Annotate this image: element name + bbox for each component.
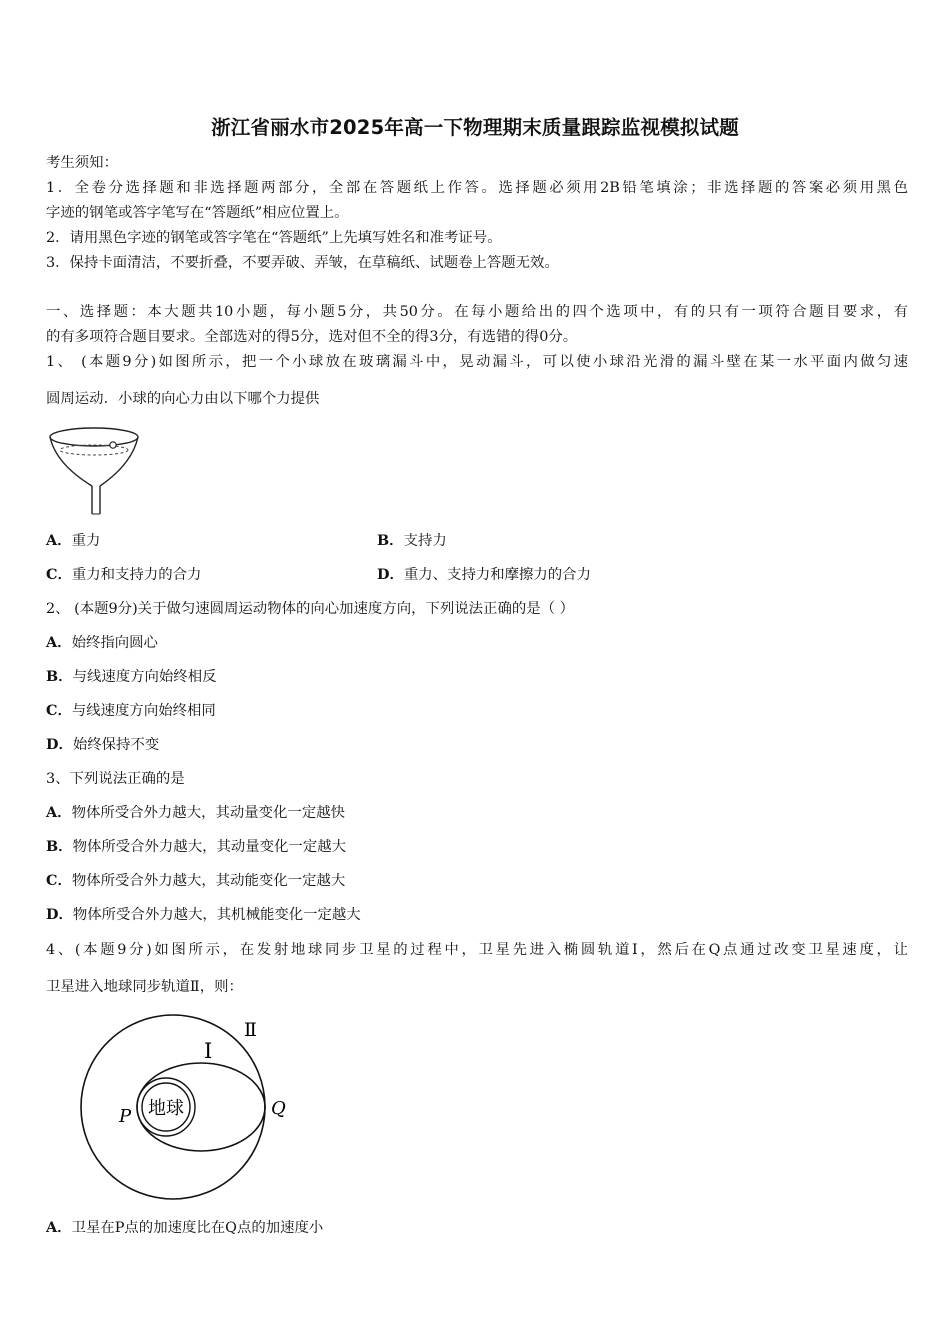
q1-option-d xyxy=(377,565,591,585)
q1-stem-line-1: 1、 (本题9分)如图所示，把一个小球放在玻璃漏斗中，晃动漏斗，可以使小球沿光滑的漏斗壁在某一水平面内做匀速 xyxy=(46,354,908,370)
q1-option-c-text: 重力和支持力的合力 xyxy=(71,567,202,583)
q2-option-a-text: 始终指向圆心 xyxy=(71,635,158,651)
earth-label: 地球 xyxy=(148,1098,184,1119)
q3-option-b-text: 物体所受合外力越大，其动量变化一定越大 xyxy=(72,839,346,855)
page-title: 浙江省丽水市2025年高一下物理期末质量跟踪监视模拟试题 xyxy=(211,116,739,139)
orbit-figure xyxy=(80,1012,300,1206)
ball xyxy=(110,442,116,448)
q2-option-a xyxy=(46,633,908,653)
notice-heading: 考生须知： xyxy=(46,155,118,171)
q2-option-c xyxy=(46,701,908,721)
notice-line-1: 1．全卷分选择题和非选择题两部分，全部在答题纸上作答。选择题必须用2B铅笔填涂；非选择题的答案必须用黑色 xyxy=(46,180,908,196)
q1-stem-line-2: 圆周运动．小球的向心力由以下哪个力提供 xyxy=(46,391,320,407)
q3-option-d xyxy=(46,905,908,925)
q2-option-a-label: A． xyxy=(46,634,72,651)
q3-option-d-text: 物体所受合外力越大，其机械能变化一定越大 xyxy=(72,907,361,923)
q3-option-b-label: B． xyxy=(46,838,73,855)
q3-option-c-text: 物体所受合外力越大，其动能变化一定越大 xyxy=(71,873,346,889)
q1-option-b-text: 支持力 xyxy=(403,533,447,549)
q4-option-a xyxy=(46,1218,908,1238)
q2-option-d-text: 始终保持不变 xyxy=(72,737,160,753)
q2-stem: 2、 (本题9分)关于做匀速圆周运动物体的向心加速度方向，下列说法正确的是（ ） xyxy=(46,601,574,617)
orbit-i-label: Ⅰ xyxy=(204,1039,213,1063)
section-line-1: 一、选择题：本大题共10小题，每小题5分，共50分。在每小题给出的四个选项中，有的只有一项符合题目要求，有 xyxy=(46,304,908,320)
q4-stem-line-2: 卫星进入地球同步轨道Ⅱ，则： xyxy=(46,979,243,995)
q2-option-d-label: D． xyxy=(46,736,73,753)
q4-option-a-label: A． xyxy=(46,1219,72,1236)
q2-option-b-label: B． xyxy=(46,668,73,685)
q3-option-b xyxy=(46,837,908,857)
section-line-2: 的有多项符合题目要求。全部选对的得5分，选对但不全的得3分，有选错的得0分。 xyxy=(46,329,578,345)
q1-option-d-text: 重力、支持力和摩擦力的合力 xyxy=(403,567,591,583)
funnel-stem xyxy=(92,486,100,514)
orbit-ii-label: Ⅱ xyxy=(244,1019,257,1041)
notice-line-2: 字迹的钢笔或答字笔写在“答题纸”相应位置上。 xyxy=(46,205,349,221)
notice-line-3: 2．请用黑色字迹的钢笔或答字笔在“答题纸”上先填写姓名和准考证号。 xyxy=(46,230,502,246)
funnel-wall xyxy=(50,437,138,486)
funnel-figure xyxy=(46,420,146,520)
q1-option-a-text: 重力 xyxy=(71,533,101,549)
point-p-label: P xyxy=(119,1106,132,1127)
q2-option-c-label: C． xyxy=(46,702,72,719)
q2-option-b xyxy=(46,667,908,687)
q2-option-b-text: 与线速度方向始终相反 xyxy=(72,669,217,685)
q1-option-a xyxy=(46,531,908,551)
q1-option-c-label: C． xyxy=(46,566,72,583)
q4-option-a-text: 卫星在P点的加速度比在Q点的加速度小 xyxy=(71,1220,324,1236)
q1-option-b-label: B． xyxy=(377,532,404,549)
q3-option-c xyxy=(46,871,908,891)
funnel-rim xyxy=(50,428,138,446)
q3-option-c-label: C． xyxy=(46,872,72,889)
q1-option-d-label: D． xyxy=(377,566,404,583)
notice-line-4: 3．保持卡面清洁，不要折叠，不要弄破、弄皱，在草稿纸、试题卷上答题无效。 xyxy=(46,255,559,271)
q2-option-d xyxy=(46,735,908,755)
point-q-label: Q xyxy=(271,1098,286,1119)
q1-option-b xyxy=(377,531,447,551)
q3-stem: 3、下列说法正确的是 xyxy=(46,771,185,787)
q3-option-a-label: A． xyxy=(46,804,72,821)
q4-stem-line-1: 4、(本题9分)如图所示，在发射地球同步卫星的过程中，卫星先进入椭圆轨道Ⅰ，然后在Q点通过改变卫星速度，让 xyxy=(46,942,908,958)
q1-option-a-label: A． xyxy=(46,532,72,549)
q3-option-a xyxy=(46,803,908,823)
q2-option-c-text: 与线速度方向始终相同 xyxy=(71,703,216,719)
q3-option-a-text: 物体所受合外力越大，其动量变化一定越快 xyxy=(71,805,345,821)
q3-option-d-label: D． xyxy=(46,906,73,923)
